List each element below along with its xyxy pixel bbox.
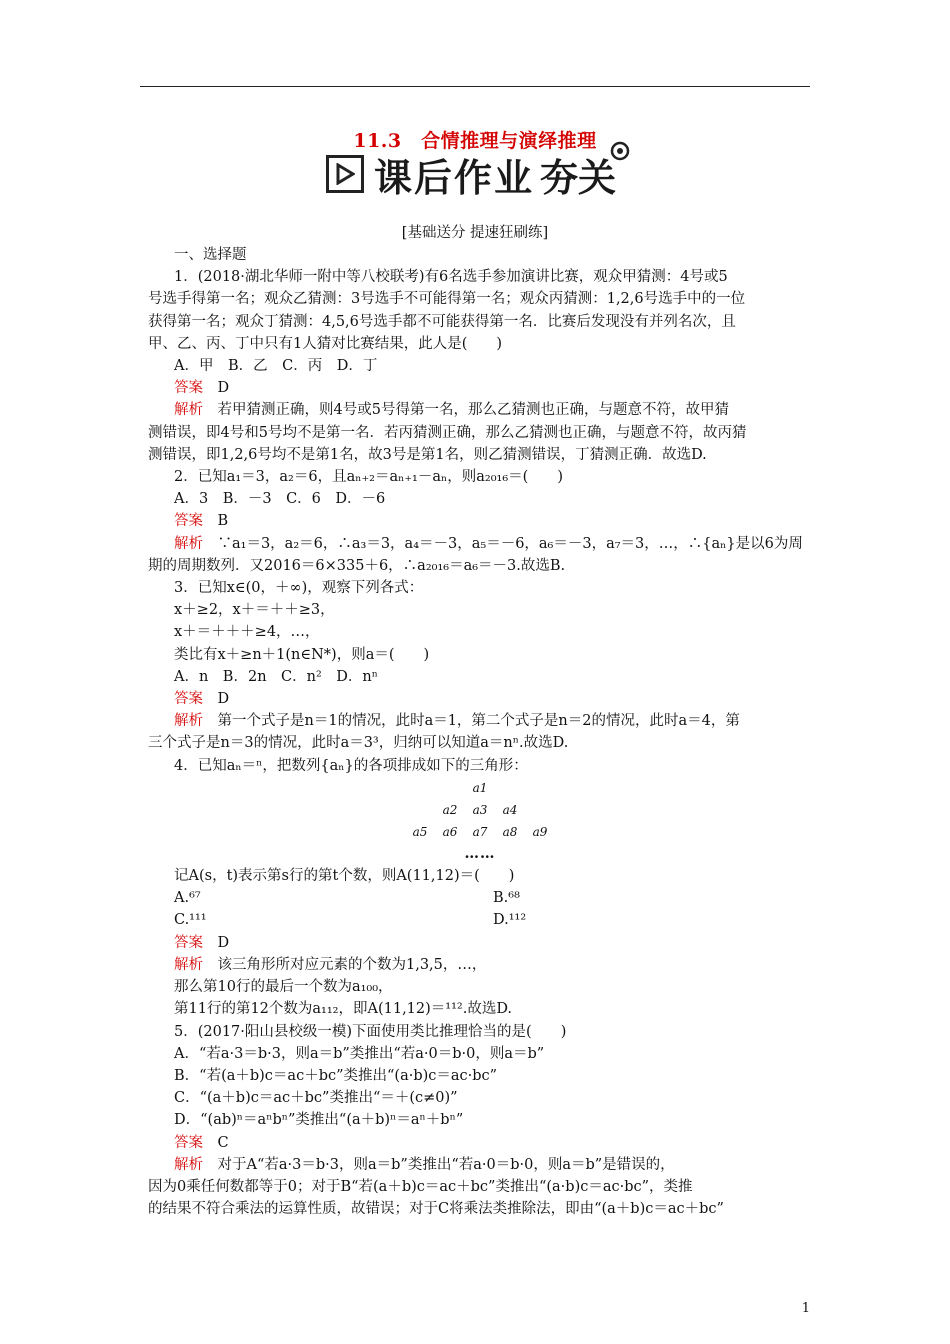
target-icon	[610, 141, 630, 161]
question-1-line: 获得第一名；观众丁猜测：4,5,6号选手都不可能获得第一名．比赛后发现没有并列名次，且	[148, 313, 736, 330]
answer-value: C	[203, 1134, 229, 1151]
answer-value: D	[203, 934, 230, 951]
answer-value: B	[203, 513, 229, 530]
option-b: B.⁶⁸	[493, 890, 520, 907]
analysis-4	[148, 954, 812, 976]
analysis-1-line: 测错误，即1,2,6号均不是第1名，故3号是第1名，则乙猜测错误，丁猜测正确．故选D.	[148, 446, 707, 463]
top-rule	[140, 86, 810, 87]
question-4: 4．已知aₙ＝ⁿ，把数列{aₙ}的各项排成如下的三角形：	[174, 757, 528, 774]
question-2: 2．已知a₁＝3，a₂＝6，且aₙ₊₂＝aₙ₊₁－aₙ，则a₂₀₁₆＝( )	[174, 469, 563, 486]
analysis-3	[148, 710, 812, 732]
formula-line: x＋≥2，x＋＝＋＋≥3，	[174, 602, 335, 619]
answer-label: 答案	[174, 691, 203, 708]
question-5: 5．(2017·阳山县校级一模)下面使用类比推理恰当的是( )	[174, 1023, 567, 1040]
option-d: D.¹¹²	[493, 912, 527, 929]
answer-3	[148, 688, 812, 710]
formula-line: x＋＝＋＋＋≥4，…，	[174, 624, 320, 641]
question-5-option-c: C．“(a＋b)c＝ac＋bc”类推出“＝＋(c≠0)”	[174, 1090, 458, 1107]
analysis-5	[148, 1154, 812, 1176]
analysis-text: 该三角形所对应元素的个数为1,3,5，…，	[203, 956, 487, 973]
triangle-item: a7	[472, 824, 488, 839]
section-title: 11.3 合情推理与演绎推理	[353, 130, 597, 152]
answer-label: 答案	[174, 380, 203, 397]
analysis-text: 若甲猜测正确，则4号或5号得第一名，那么乙猜测也正确，与题意不符，故甲猜	[203, 402, 729, 419]
answer-label: 答案	[174, 1134, 203, 1151]
question-1-options: A．甲 B．乙 C．丙 D．丁	[174, 358, 378, 375]
question-5-option-a: A．“若a·3＝b·3，则a＝b”类推出“若a·0＝b·0，则a＝b”	[174, 1045, 545, 1062]
triangle-item: a3	[472, 802, 488, 817]
triangle-item: a9	[532, 824, 548, 839]
question-5-option-d: D．“(ab)ⁿ＝aⁿbⁿ”类推出“(a＋b)ⁿ＝aⁿ＋bⁿ”	[174, 1112, 464, 1129]
question-1-line: 号选手得第一名；观众乙猜测：3号选手不可能得第一名；观众丙猜测：1,2,6号选手中的一位	[148, 291, 746, 308]
homework-banner	[326, 150, 616, 198]
question-1: 1．(2018·湖北华师一附中等八校联考)有6名选手参加演讲比赛，观众甲猜测：4号或5	[174, 269, 728, 286]
analysis-4-line: 那么第10行的最后一个数为a₁₀₀，	[174, 979, 393, 996]
triangle-row-1	[148, 777, 812, 799]
question-3-line: 类比有x＋≥n＋1(n∈N*)，则a＝( )	[174, 646, 430, 663]
question-1-line: 甲、乙、丙、丁中只有1人猜对比赛结果，此人是( )	[148, 335, 503, 352]
triangle-item: a5	[412, 824, 428, 839]
answer-2	[148, 510, 812, 532]
question-4-options-cd	[148, 909, 812, 931]
question-4-line: 记A(s，t)表示第s行的第t个数，则A(11,12)＝( )	[174, 868, 515, 885]
triangle-row-2	[148, 799, 812, 821]
document-body	[148, 244, 812, 1220]
section-label: 一、选择题	[174, 247, 247, 263]
play-icon	[326, 155, 364, 193]
analysis-5-line: 因为0乘任何数都等于0；对于B“若(a＋b)c＝ac＋bc”类推出“(a·b)c＝ac·bc”，类推	[148, 1178, 693, 1195]
answer-label: 答案	[174, 934, 203, 951]
analysis-1	[148, 399, 812, 421]
analysis-label: 解析	[174, 402, 203, 419]
analysis-label: 解析	[174, 1156, 203, 1173]
triangle-item: a1	[472, 780, 488, 795]
answer-4	[148, 932, 812, 954]
triangle-item: a4	[502, 802, 518, 817]
triangle-row-3	[148, 821, 812, 843]
analysis-2	[148, 533, 812, 555]
question-3-options: A．n B．2n C．n² D．nⁿ	[174, 668, 379, 685]
answer-label: 答案	[174, 513, 203, 530]
option-c: C.¹¹¹	[174, 912, 207, 929]
analysis-text: 对于A“若a·3＝b·3，则a＝b”类推出“若a·0＝b·0，则a＝b”是错误的，	[203, 1156, 675, 1173]
answer-value: D	[203, 380, 230, 397]
analysis-3-line: 三个式子是n＝3的情况，此时a＝3³，归纳可以知道a＝nⁿ.故选D.	[148, 735, 569, 752]
question-4-options-ab	[148, 887, 812, 909]
analysis-4-line: 第11行的第12个数为a₁₁₂，即A(11,12)＝¹¹².故选D.	[174, 1001, 513, 1018]
triangle-item: a2	[442, 802, 458, 817]
analysis-text: ∵a₁＝3，a₂＝6，∴a₃＝3，a₄＝－3，a₅＝－6，a₆＝－3，a₇＝3，…，∴{aₙ}是以6为周	[203, 535, 803, 552]
question-5-option-b: B．“若(a＋b)c＝ac＋bc”类推出“(a·b)c＝ac·bc”	[174, 1067, 498, 1084]
analysis-label: 解析	[174, 956, 203, 973]
analysis-5-line: 的结果不符合乘法的运算性质，故错误；对于C将乘法类推除法，即由“(a＋b)c＝ac＋bc”	[148, 1201, 724, 1218]
option-a: A.⁶⁷	[174, 890, 201, 907]
answer-value: D	[203, 691, 230, 708]
triangle-ellipsis: ……	[464, 844, 496, 862]
triangle-item: a8	[502, 824, 518, 839]
answer-1	[148, 377, 812, 399]
page-number: 1	[801, 1301, 810, 1316]
analysis-text: 第一个式子是n＝1的情况，此时a＝1，第二个式子是n＝2的情况，此时a＝4，第	[203, 713, 740, 730]
brand-text: 夯关	[540, 155, 617, 200]
question-3: 3．已知x∈(0，＋∞)，观察下列各式：	[174, 580, 424, 597]
banner-title: 课后作业	[374, 155, 535, 200]
analysis-1-line: 测错误，即4号和5号均不是第一名．若丙猜测正确，那么乙猜测也正确，与题意不符，故丙猜	[148, 424, 747, 441]
answer-5	[148, 1132, 812, 1154]
analysis-2-line: 期的周期数列．又2016＝6×335＋6，∴a₂₀₁₆＝a₆＝－3.故选B.	[148, 557, 566, 574]
triangle-item: a6	[442, 824, 458, 839]
question-2-options: A．3 B．－3 C．6 D．－6	[174, 491, 386, 508]
analysis-label: 解析	[174, 713, 203, 730]
brand-logo	[540, 147, 616, 202]
subheading: [基础送分 提速狂刷练]	[401, 225, 549, 241]
analysis-label: 解析	[174, 535, 203, 552]
